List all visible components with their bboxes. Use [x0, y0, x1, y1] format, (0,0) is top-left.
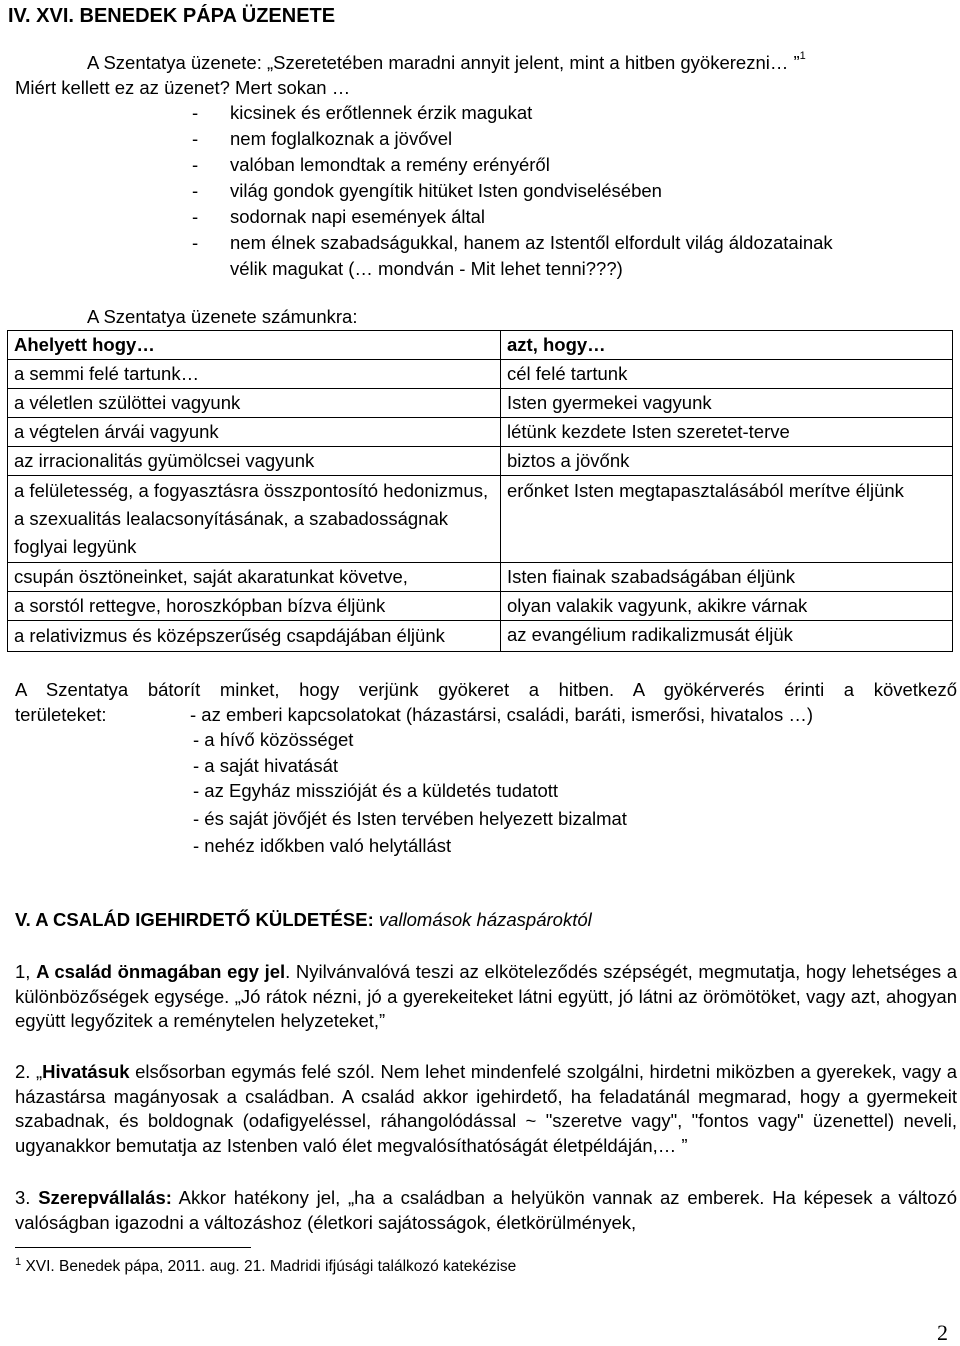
footnote-reference: 1: [799, 50, 806, 62]
section-heading: IV. XVI. BENEDEK PÁPA ÜZENETE: [8, 5, 336, 27]
roots-item: - nehéz időkben való helytállást: [193, 835, 452, 856]
list-dash: -: [192, 206, 199, 227]
table-cell: Isten gyermekei vagyunk: [501, 389, 953, 418]
table-row: [8, 621, 953, 652]
table-cell: az irracionalitás gyümölcsei vagyunk: [8, 447, 501, 476]
roots-item: - a saját hivatását: [193, 755, 338, 776]
list-item: sodornak napi események által: [230, 206, 486, 227]
list-dash: -: [192, 128, 199, 149]
table-row: [8, 418, 953, 447]
paragraph-2: 2. „Hivatásuk elsősorban egymás felé szól. Nem lehet mindenfelé szolgálni, hirdetni miközben a gyerekek, vagy a házastársa magányosak a családban. A család akkor igehirdető, ha feladatánál megmarad, hogy a gyermekeit szabadnak, és boldognak (odafigyeléssel, ráhangolódással ~ "szeretve vagy", "fontos vagy" üzenettel) neveli, ugyanakkor bemutatja az Istenben való élet megvalósíthatóságát életpéldáján,… ”: [15, 1061, 958, 1156]
list-dash: -: [192, 154, 199, 175]
comparison-table: [7, 330, 953, 652]
roots-paragraph: A Szentatya bátorít minket, hogy verjünk gyökeret a hitben. A gyökérverés érinti a következő: [15, 679, 957, 700]
table-header-left: Ahelyett hogy…: [8, 331, 501, 360]
table-cell: csupán ösztöneinket, saját akaratunkat követve,: [8, 563, 501, 592]
table-cell: a relativizmus és középszerűség csapdájában éljünk: [8, 621, 501, 652]
list-item: valóban lemondtak a remény erényéről: [230, 154, 550, 175]
roots-item: - az emberi kapcsolatokat (házastársi, családi, baráti, ismerősi, hivatalos …): [190, 704, 814, 725]
table-cell: Isten fiainak szabadságában éljünk: [501, 563, 953, 592]
list-item-continuation: vélik magukat (… mondván - Mit lehet tenni???): [230, 258, 623, 279]
table-cell: a véletlen szülöttei vagyunk: [8, 389, 501, 418]
list-item: világ gondok gyengítik hitüket Isten gondviselésében: [230, 180, 662, 201]
footnote: $^1$ XVI. Benedek pápa, 2011. aug. 21. Madridi ifjúsági találkozó katekézise: [15, 1256, 517, 1275]
list-item: kicsinek és erőtlennek érzik magukat: [230, 102, 533, 123]
table-row: [8, 389, 953, 418]
table-row: [8, 563, 953, 592]
table-cell: cél felé tartunk: [501, 360, 953, 389]
table-cell: a semmi felé tartunk…: [8, 360, 501, 389]
intro-line-1: A Szentatya üzenete: „Szeretetében maradni annyit jelent, mint a hitben gyökerezni… ”$^1$: [87, 50, 806, 73]
table-cell: az evangélium radikalizmusát éljük: [501, 621, 953, 652]
table-cell: a sorstól rettegve, horoszkópban bízva éljünk: [8, 592, 501, 621]
list-item: nem élnek szabadságukkal, hanem az Istentől elfordult világ áldozatainak: [230, 232, 833, 253]
list-dash: -: [192, 232, 199, 253]
table-title: A Szentatya üzenete számunkra:: [87, 306, 358, 327]
table-row: [8, 447, 953, 476]
table-row: [8, 476, 953, 563]
table-cell: olyan valakik vagyunk, akikre várnak: [501, 592, 953, 621]
roots-item: - és saját jövőjét és Isten tervében helyezett bizalmat: [193, 808, 627, 829]
table-header-row: [8, 331, 953, 360]
table-cell: létünk kezdete Isten szeretet-terve: [501, 418, 953, 447]
table-cell: erőnket Isten megtapasztalásából merítve éljünk: [501, 476, 953, 563]
list-dash: -: [192, 180, 199, 201]
table-row: [8, 360, 953, 389]
section-5-heading: V. A CSALÁD IGEHIRDETŐ KÜLDETÉSE: vallomások házaspároktól: [15, 909, 592, 930]
table-cell: a felületesség, a fogyasztásra összpontosító hedonizmus, a szexualitás lealacsonyításának, a szabadosságnak foglyai legyünk: [8, 476, 501, 563]
page-number: 2: [937, 1320, 948, 1345]
intro-line-2: Miért kellett ez az üzenet? Mert sokan …: [15, 77, 351, 98]
roots-item: - az Egyház misszióját és a küldetés tudatott: [193, 780, 559, 801]
footnote-divider: [15, 1247, 251, 1248]
table-row: [8, 592, 953, 621]
table-cell: biztos a jövőnk: [501, 447, 953, 476]
paragraph-3: 3. Szerepvállalás: Akkor hatékony jel, „ha a családban a helyükön vannak az emberek. Ha képesek a változó valóságban igazodni a változáshoz (életkori sajátosságok, életkörülmények,: [15, 1187, 957, 1233]
roots-label: területeket:: [15, 704, 107, 725]
table-header-right: azt, hogy…: [501, 331, 953, 360]
roots-item: - a hívő közösséget: [193, 729, 354, 750]
list-dash: -: [192, 102, 199, 123]
table-cell: a végtelen árvái vagyunk: [8, 418, 501, 447]
list-item: nem foglalkoznak a jövővel: [230, 128, 453, 149]
paragraph-1: 1, A család önmagában egy jel. Nyilvánvalóvá teszi az elköteleződés szépségét, megmutatja, hogy lehetséges a különbözőségek egysége. „Jó rátok nézni, jó a gyerekeiteket látni együtt, jó látni az örömötöket, vagy azt, ahogyan együtt legyőzitek a reménytelen helyzeteket,”: [15, 961, 957, 1031]
